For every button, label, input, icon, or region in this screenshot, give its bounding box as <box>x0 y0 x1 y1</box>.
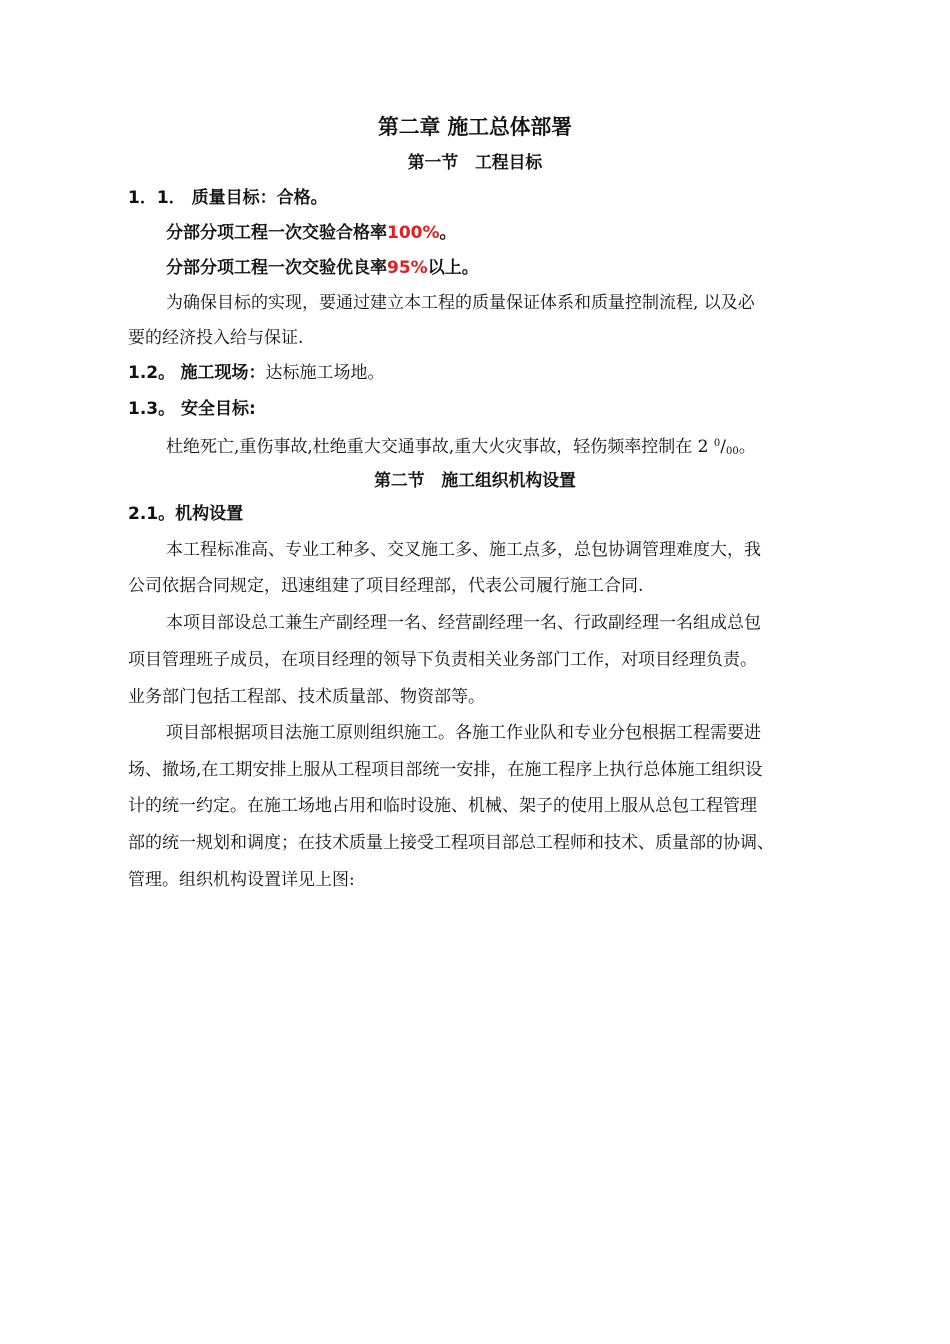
org-para-2-line-2: 项目管理班子成员，在项目经理的领导下负责相关业务部门工作，对项目经理负责。 <box>128 650 757 670</box>
site-target-text: 达标施工场地。 <box>265 363 385 383</box>
safety-target-text <box>166 433 756 463</box>
org-setup-heading: 2.1。机构设置 <box>128 504 244 524</box>
chapter-title: 第二章 施工总体部署 <box>377 115 573 139</box>
site-target-number: 1.2。 <box>128 363 176 383</box>
org-para-3-line-4: 部的统一规划和调度；在技术质量上接受工程项目部总工程师和技术、质量部的协调、 <box>128 833 774 853</box>
org-para-1-line-2: 公司依据合同规定，迅速组建了项目经理部，代表公司履行施工合同. <box>128 576 644 596</box>
section-1-title: 第一节 工程目标 <box>407 152 543 172</box>
permille-slash: / <box>720 437 726 457</box>
org-para-3-line-2: 场、撤场,在工期安排上服从工程项目部统一安排，在施工程序上执行总体施工组织设 <box>128 760 763 780</box>
safety-end: 。 <box>738 437 756 457</box>
quality-target-label: 质量目标：合格。 <box>191 188 328 208</box>
quality-para-line-2: 要的经济投入给与保证. <box>128 328 304 348</box>
site-target-label: 施工现场： <box>180 363 266 383</box>
pass-rate-end: 。 <box>439 223 457 243</box>
excellent-rate-value: 95% <box>387 258 428 278</box>
quality-para-line-1: 为确保目标的实现，要通过建立本工程的质量保证体系和质量控制流程, 以及必 <box>166 293 755 313</box>
site-target-line <box>128 362 385 384</box>
excellent-rate-line <box>166 257 479 279</box>
safety-text: 杜绝死亡,重伤事故,杜绝重大交通事故,重大火灾事故，轻伤频率控制在 2 <box>166 437 714 457</box>
excellent-rate-text: 分部分项工程一次交验优良率 <box>166 258 387 278</box>
section-2-title: 第二节 施工组织机构设置 <box>374 470 576 490</box>
org-para-2-line-1: 本项目部设总工兼生产副经理一名、经营副经理一名、行政副经理一名组成总包 <box>166 613 761 633</box>
permille-sup: 0 <box>713 438 721 449</box>
safety-target-heading <box>128 398 256 420</box>
quality-target-heading <box>128 187 328 209</box>
pass-rate-text: 分部分项工程一次交验合格率 <box>166 223 387 243</box>
org-para-1-line-1: 本工程标准高、专业工种多、交叉施工多、施工点多，总包协调管理难度大，我 <box>166 540 761 560</box>
safety-target-number: 1.3。 <box>128 399 176 419</box>
org-para-2-line-3: 业务部门包括工程部、技术质量部、物资部等。 <box>128 687 485 707</box>
org-para-3-line-5: 管理。组织机构设置详见上图: <box>128 870 355 890</box>
safety-target-label: 安全目标: <box>181 399 256 419</box>
permille-sub: 00 <box>725 446 739 457</box>
pass-rate-line <box>166 222 457 244</box>
excellent-rate-end: 以上。 <box>427 258 479 278</box>
org-para-3-line-3: 计的统一约定。在施工场地占用和临时设施、机械、架子的使用上服从总包工程管理 <box>128 796 757 816</box>
quality-target-number: 1．1． <box>128 188 186 208</box>
pass-rate-value: 100% <box>387 223 440 243</box>
org-para-3-line-1: 项目部根据项目法施工原则组织施工。各施工作业队和专业分包根据工程需要进 <box>166 723 761 743</box>
